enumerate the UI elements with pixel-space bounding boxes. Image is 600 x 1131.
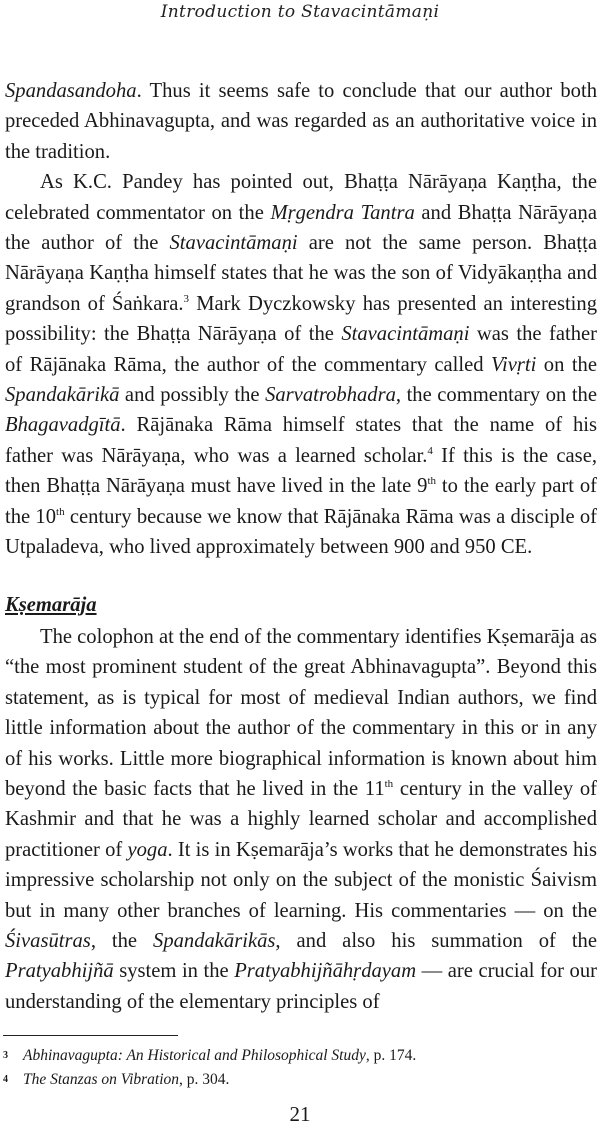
section-heading: Kṣemarāja <box>5 593 97 616</box>
text-run: and Bhaṭṭa Nārāyaṇa the author of the <box>5 201 597 255</box>
italic-text: Mṛgendra Tantra <box>270 201 415 224</box>
footnote-marker: 4 <box>3 1074 8 1085</box>
text-run: are not the same person. Bhaṭṭa Nārāyaṇa Kaṇṭha himself states that he was the son of Vidyākaṇṭha and grandson of Śaṅkara. <box>5 232 597 315</box>
paragraph <box>5 76 597 167</box>
text-run: As K.C. Pandey has pointed out, Bhaṭṭa Nārāyaṇa Kaṇṭha, the celebrated commentator on the <box>5 171 597 224</box>
text-run: on the <box>536 353 597 376</box>
italic-text: Stavacintāmaṇi <box>169 232 298 255</box>
text-run: — are crucial for our understanding of the elementary principles of <box>5 960 597 1013</box>
footnote-title: The Stanzas on Vibration <box>23 1071 180 1088</box>
italic-text: Pratyabhijñāhṛdayam <box>234 960 417 983</box>
superscript: 3 <box>183 292 190 305</box>
text-run: Mark Dyczkowsky has presented an interesting possibility: the Bhaṭṭa Nārāyaṇa of the <box>5 292 597 346</box>
footnote <box>3 1068 593 1092</box>
italic-text: Bhagavadgītā <box>5 414 121 437</box>
italic-text: Pratyabhijñā <box>5 960 114 983</box>
footnotes <box>3 1044 593 1092</box>
text-run: . It is in Kṣemarāja’s works that he demonstrates his impressive scholarship not only on the subject of the monistic Śaivism but in many other branches of learning. His commentaries — on the <box>5 838 597 922</box>
running-head: Introduction to Stavacintāmaṇi <box>160 2 440 22</box>
text-run: to the early part of the 10 <box>5 475 597 528</box>
text-run: was the father of Rājānaka Rāma, the author of the commentary called <box>5 323 597 376</box>
text-run: century because we know that Rājānaka Rāma was a disciple of Utpaladeva, who lived approximately between 900 and 950 CE. <box>5 505 598 559</box>
text-run: and possibly the <box>119 384 266 407</box>
text-run: If this is the case, then Bhaṭṭa Nārāyaṇa must have lived in the late 9 <box>5 444 597 498</box>
text-run: century in the valley of Kashmir and that he was a highly learned scholar and accomplished practitioner of <box>5 777 597 861</box>
italic-text: Vivṛti <box>491 353 537 376</box>
italic-text: Stavacintāmaṇi <box>341 323 470 346</box>
paragraph <box>5 622 597 1017</box>
italic-text: yoga <box>127 838 168 861</box>
italic-text: Spandakārikās <box>153 929 276 952</box>
text-run: . Rājānaka Rāma himself states that the name of his father was Nārāyaṇa, who was a learned scholar. <box>5 414 597 467</box>
footnote <box>3 1044 593 1068</box>
footnote-marker: 3 <box>3 1050 8 1061</box>
superscript: th <box>427 475 437 488</box>
footnote-title: Abhinavagupta: An Historical and Philosophical Study <box>23 1047 366 1064</box>
page-number: 21 <box>289 1102 311 1126</box>
paragraph <box>5 167 597 562</box>
text-run: The colophon at the end of the commentary identifies Kṣemarāja as “the most prominent student of the great Abhinavagupta”. Beyond this statement, as is typical for most of medieval Indian authors, we find little information about the author of the commentary in this or in any of his works. Little more biographical information is known about him beyond the basic facts that he lived in the 11 <box>5 625 597 800</box>
superscript: 4 <box>427 445 433 458</box>
italic-text: Spandasandoha <box>5 80 137 102</box>
italic-text: Spandakārikā <box>5 384 120 407</box>
text-run: , the <box>90 929 154 952</box>
footnote-text: , p. 174. <box>365 1047 417 1064</box>
footnote-rule <box>3 1035 178 1036</box>
italic-text: Sarvatrobhadra <box>265 384 396 407</box>
italic-text: Śivasūtras <box>5 929 91 952</box>
body-text <box>5 76 597 1017</box>
text-run: system in the <box>113 960 235 983</box>
footnote-text: , p. 304. <box>179 1071 230 1088</box>
superscript: th <box>56 505 65 518</box>
text-run: . Thus it seems safe to conclude that our author both preceded Abhinavagupta, and was regarded as an authoritative voice in the tradition. <box>5 80 597 163</box>
text-run: , the commentary on the <box>395 384 597 407</box>
superscript: th <box>384 778 394 791</box>
text-run: , and also his summation of the <box>275 929 597 952</box>
